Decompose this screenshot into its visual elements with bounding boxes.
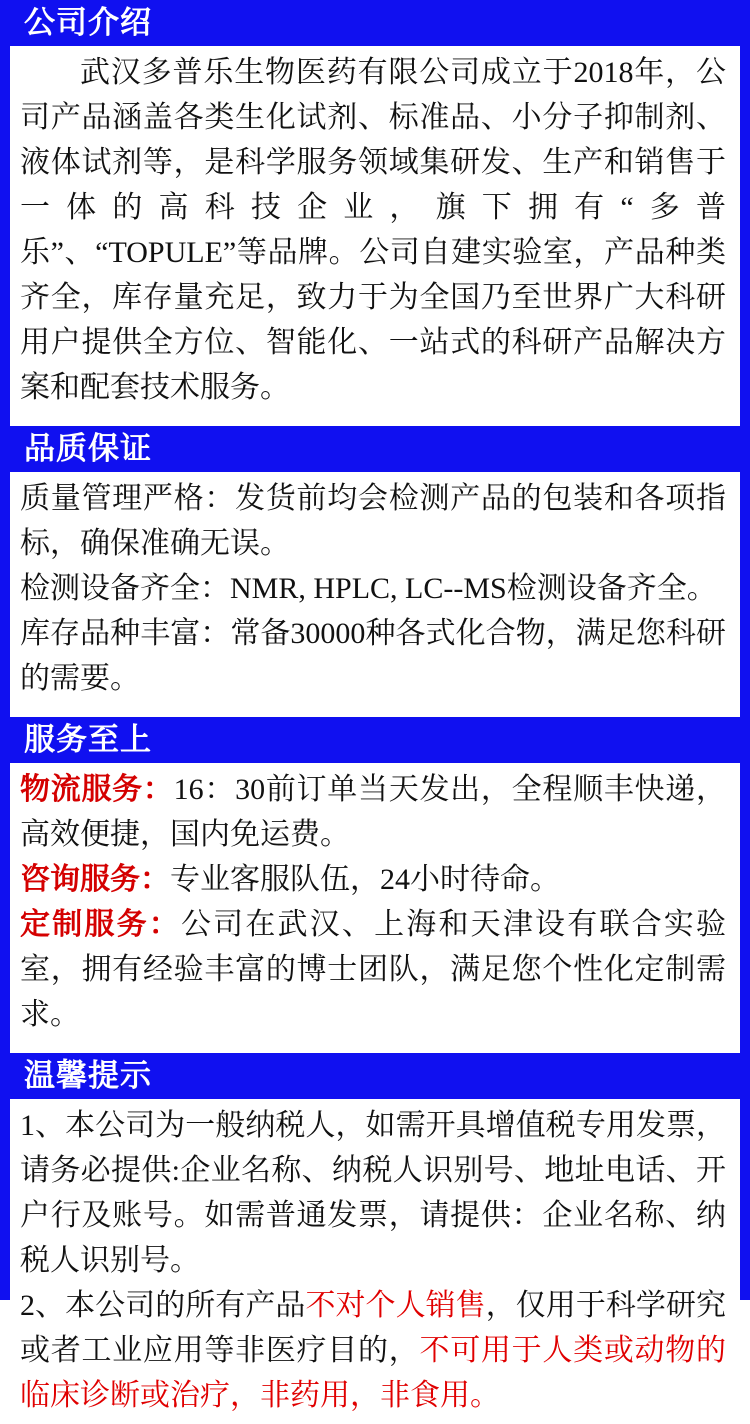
spacer-1 (10, 416, 740, 426)
service-text-logistics: 16：30前订单当天发出，全程顺丰快递，高效便捷，国内免运费。 (20, 773, 727, 851)
service-label-custom: 定制服务： (20, 908, 181, 941)
warm-tip-2-highlight-b: 不可用于人类或动物的临床诊断或治疗，非药用，非食用。 (20, 1334, 727, 1412)
section-header-quality-guarantee: 品质保证 (10, 426, 740, 472)
warm-tip-2-text-a: 2、本公司的所有产品 (20, 1289, 306, 1322)
warm-tip-1: 1、本公司为一般纳税人，如需开具增值税专用发票，请务必提供:企业名称、纳税人识别号、地址电话、开户行及账号。如需普通发票，请提供：企业名称、纳税人识别号。 (20, 1109, 726, 1277)
section-body-quality-guarantee (10, 472, 740, 707)
service-item-custom (20, 902, 726, 1037)
service-label-consulting: 咨询服务： (20, 863, 170, 896)
warm-tip-2-text-b: ，仅用于科学研究或者工业应用等非医疗目的， (20, 1289, 727, 1367)
service-text-custom: 公司在武汉、上海和天津设有联合实验室，拥有经验丰富的博士团队，满足您个性化定制需求。 (20, 908, 727, 1031)
page-content (10, 0, 740, 1412)
section-body-company-intro (10, 46, 740, 416)
company-intro-paragraph: 武汉多普乐生物医药有限公司成立于2018年，公司产品涵盖各类生化试剂、标准品、小分子抑制剂、液体试剂等，是科学服务领域集研发、生产和销售于一体的高科技企业，旗下拥有“多普乐”、“TOPULE”等品牌。公司自建实验室，产品种类齐全，库存量充足，致力于为全国乃至世界广大科研用户提供全方位、智能化、一站式的科研产品解决方案和配套技术服务。 (20, 56, 726, 404)
service-item-consulting (20, 857, 726, 902)
right-blue-rail (740, 0, 750, 1300)
service-item-logistics (20, 767, 726, 857)
left-blue-rail (0, 0, 10, 1300)
section-body-warm-tips (10, 1099, 740, 1424)
service-text-consulting: 专业客服队伍，24小时待命。 (170, 863, 560, 896)
section-header-company-intro: 公司介绍 (10, 0, 740, 46)
quality-line-1: 质量管理严格：发货前均会检测产品的包装和各项指标，确保准确无误。 (20, 482, 726, 560)
section-body-service-first (10, 763, 740, 1043)
warm-tip-2-highlight-a: 不对个人销售 (305, 1289, 486, 1322)
section-header-service-first: 服务至上 (10, 717, 740, 763)
spacer-3 (10, 1043, 740, 1053)
warm-tip-2 (20, 1283, 726, 1418)
quality-line-2: 检测设备齐全：NMR, HPLC, LC--MS检测设备齐全。 (20, 572, 717, 605)
section-header-warm-tips: 温馨提示 (10, 1053, 740, 1099)
spacer-2 (10, 707, 740, 717)
quality-line-3: 库存品种丰富：常备30000种各式化合物，满足您科研的需要。 (20, 617, 726, 695)
service-label-logistics: 物流服务： (20, 773, 174, 806)
